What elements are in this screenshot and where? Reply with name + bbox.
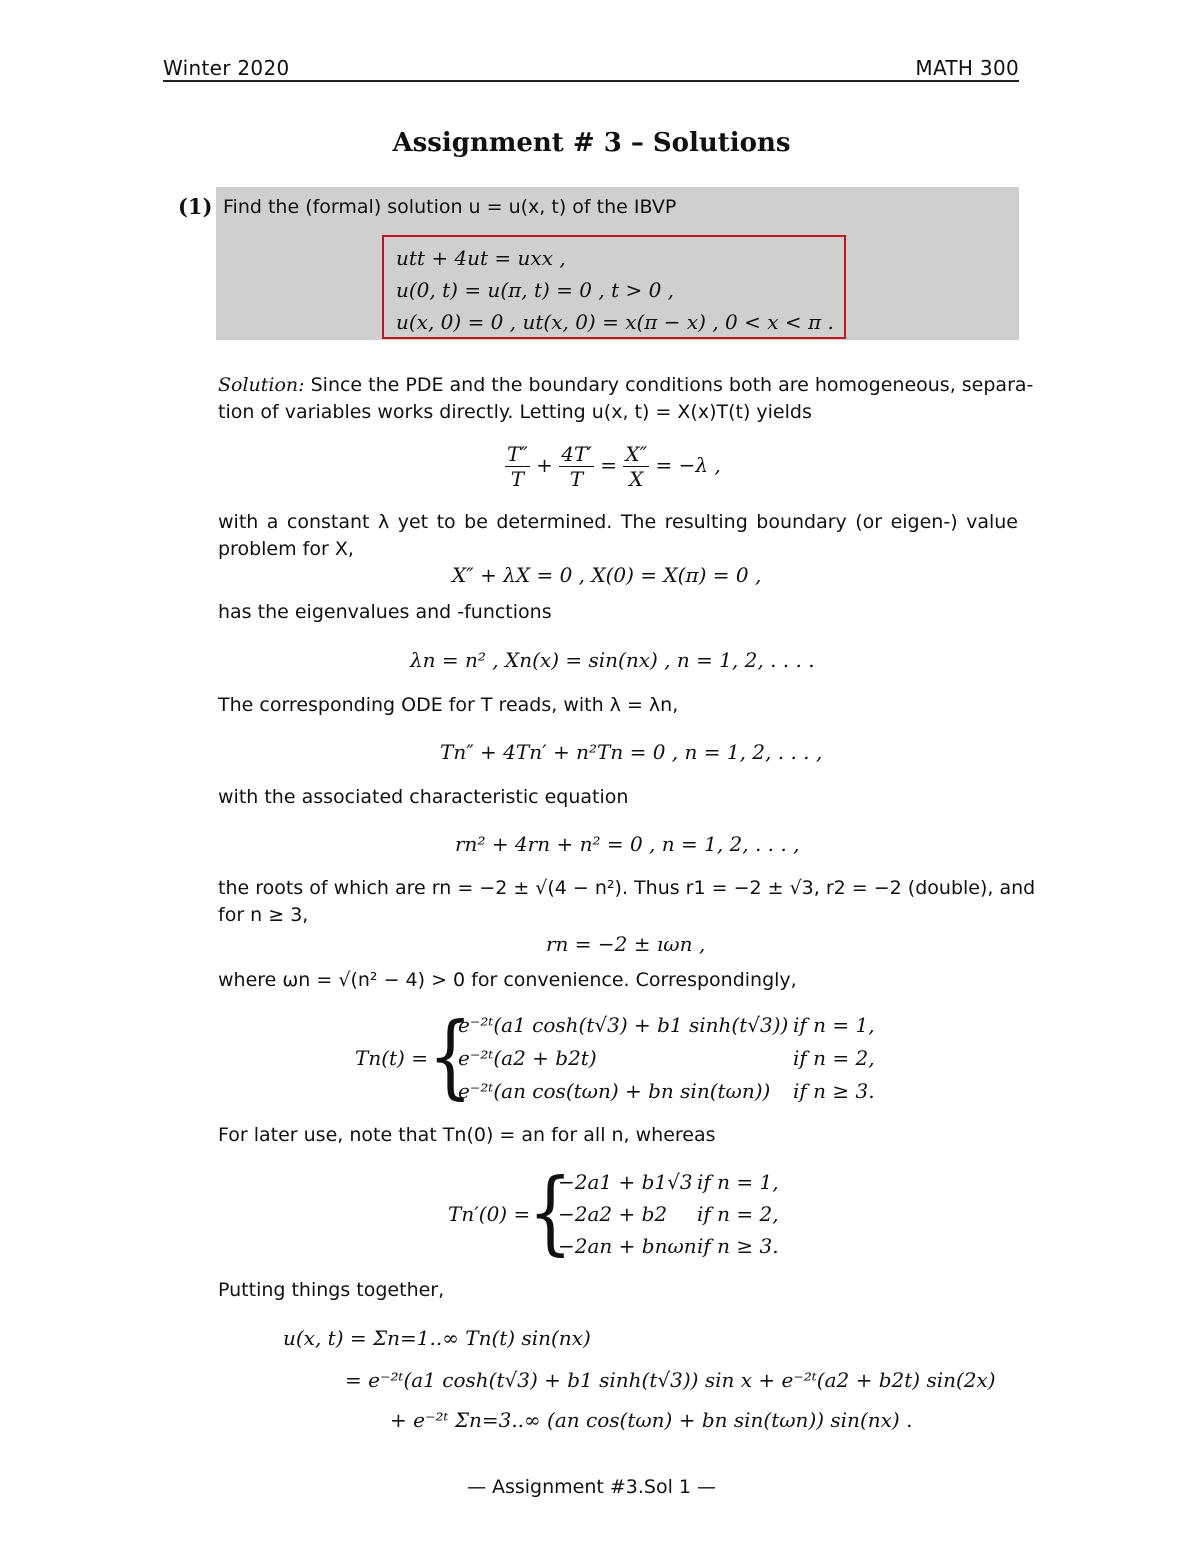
Tnp-cond-2: if n = 2, [697, 1202, 779, 1226]
Tn-case-3: e⁻²ᵗ(an cos(tωn) + bn sin(tωn)) [458, 1079, 771, 1103]
ibvp-pde: utt + 4ut = uxx , [396, 246, 566, 270]
header-rule [163, 80, 1019, 82]
solution-para-2b: problem for X, [218, 538, 354, 560]
solution-para-7: where ωn = √(n² − 4) > 0 for convenience. Correspondingly, [218, 969, 797, 991]
solution-label: Solution: [218, 374, 305, 396]
Tnp-cond-1: if n = 1, [697, 1170, 779, 1194]
Tn-brace: { [428, 1002, 473, 1110]
solution-para-2a: with a constant λ yet to be determined. The resulting boundary (or eigen-) value [218, 511, 1018, 533]
Tn-lhs: Tn(t) = [355, 1046, 428, 1070]
solution-para-4: The corresponding ODE for T reads, with λ = λn, [218, 694, 679, 716]
page-footer: — Assignment #3.Sol 1 — [466, 1476, 717, 1498]
problem-number: (1) [178, 194, 213, 219]
final-series-line-3: + e⁻²ᵗ Σn=3..∞ (an cos(tωn) + bn sin(tωn)) sin(nx) . [390, 1408, 913, 1432]
solution-para-5: with the associated characteristic equation [218, 786, 629, 808]
solution-para-6b: for n ≥ 3, [218, 904, 309, 926]
solution-para-1b: tion of variables works directly. Letting u(x, t) = X(x)T(t) yields [218, 401, 812, 423]
ode-T: Tn″ + 4Tn′ + n²Tn = 0 , n = 1, 2, . . . , [440, 740, 823, 764]
solution-para-1a: Solution: Since the PDE and the boundary conditions both are homogeneous, separa- [218, 374, 1034, 396]
Tn-cond-3: if n ≥ 3. [793, 1079, 875, 1103]
Tnp-case-2: −2a2 + b2 [558, 1202, 668, 1226]
roots-rn: rn = −2 ± ıωn , [546, 932, 706, 956]
ibvp-boundary: u(0, t) = u(π, t) = 0 , t > 0 , [396, 278, 675, 302]
Tnp-brace: { [528, 1158, 573, 1266]
separation-equation: $\frac{T''}{T}$ + $\frac{4T'}{T}$ = $\frac{X''}{X}$ = −λ , [507, 442, 721, 491]
Tn-case-2: e⁻²ᵗ(a2 + b2t) [458, 1046, 597, 1070]
solution-para-6a: the roots of which are rn = −2 ± √(4 − n²). Thus r1 = −2 ± √3, r2 = −2 (double), and [218, 877, 1036, 899]
characteristic-equation: rn² + 4rn + n² = 0 , n = 1, 2, . . . , [455, 832, 800, 856]
header-course-code: MATH 300 [915, 56, 1019, 80]
Tnp-lhs: Tn′(0) = [448, 1202, 531, 1226]
final-series-line-1: u(x, t) = Σn=1..∞ Tn(t) sin(nx) [283, 1326, 591, 1350]
header-course-term: Winter 2020 [163, 56, 290, 80]
Tn-cond-2: if n = 2, [793, 1046, 875, 1070]
final-series-line-2: = e⁻²ᵗ(a1 cosh(t√3) + b1 sinh(t√3)) sin x + e⁻²ᵗ(a2 + b2t) sin(2x) [345, 1368, 996, 1392]
Tn-cond-1: if n = 1, [793, 1013, 875, 1037]
Tnp-cond-3: if n ≥ 3. [697, 1234, 779, 1258]
page-title: Assignment # 3 – Solutions [392, 128, 791, 158]
Tnp-case-1: −2a1 + b1√3 [558, 1170, 693, 1194]
solution-para-3: has the eigenvalues and -functions [218, 601, 552, 623]
Tnp-case-3: −2an + bnωn [558, 1234, 697, 1258]
eigenvalues: λn = n² , Xn(x) = sin(nx) , n = 1, 2, . . . . [410, 648, 815, 672]
problem-prompt: Find the (formal) solution u = u(x, t) of the IBVP [223, 196, 677, 218]
Tn-case-1: e⁻²ᵗ(a1 cosh(t√3) + b1 sinh(t√3)) [458, 1013, 789, 1037]
solution-para-9: Putting things together, [218, 1279, 445, 1301]
solution-para-8: For later use, note that Tn(0) = an for all n, whereas [218, 1124, 716, 1146]
ibvp-initial: u(x, 0) = 0 , ut(x, 0) = x(π − x) , 0 < x < π . [396, 310, 834, 334]
eigen-problem: X″ + λX = 0 , X(0) = X(π) = 0 , [452, 563, 762, 587]
